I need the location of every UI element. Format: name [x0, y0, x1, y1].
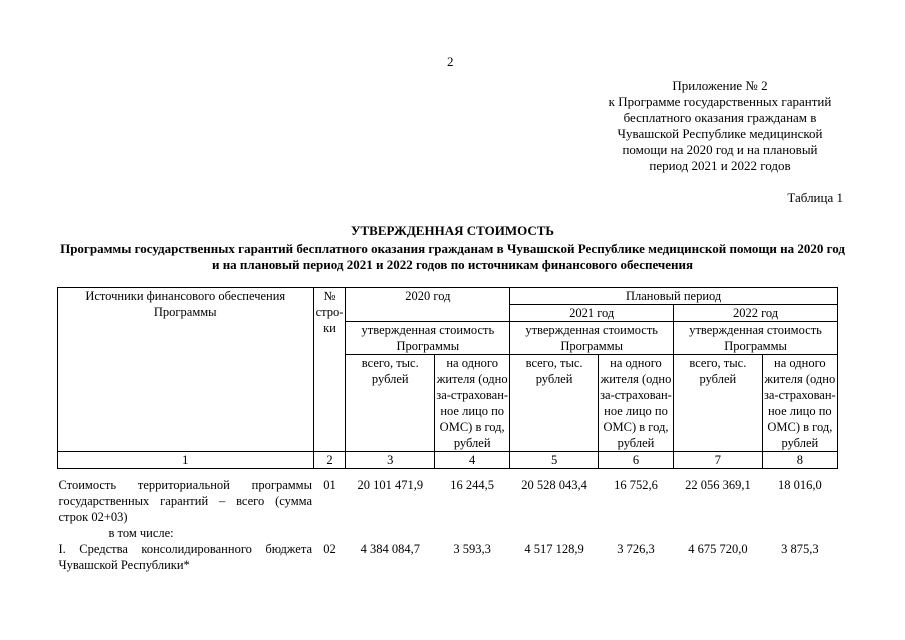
- header-per-resident: на одного жителя (одно за-страхован-ное лицо по ОМС) в год, рублей: [763, 356, 836, 450]
- document-title: [60, 223, 845, 273]
- row-name: [58, 541, 314, 573]
- column-number: 4: [435, 452, 510, 469]
- header-approved-cost: утвержденная стоимость Программы: [510, 322, 674, 355]
- column-number: 3: [346, 452, 435, 469]
- header-total: всего, тыс. рублей: [674, 355, 763, 452]
- header-year-2022: 2022 год: [674, 305, 838, 322]
- cell-value: 16 752,6: [614, 478, 658, 492]
- header-approved-cost: утвержденная стоимость Программы: [674, 322, 838, 355]
- header-source: Источники финансового обеспечения Программы: [58, 288, 314, 452]
- cell-value: 4 517 128,9: [524, 542, 584, 556]
- cell-value: 18 016,0: [777, 478, 822, 492]
- title-subtitle: Программы государственных гарантий бесплатного оказания гражданам в Чувашской Республике медицинской помощи на 2020 год и на плановый период 2021 и 2022 годов по источникам финансового обеспечения: [60, 241, 845, 272]
- table-row: [58, 477, 838, 541]
- header-per-resident: на одного жителя (одно за-страхован-ное лицо по ОМС) в год, рублей: [600, 356, 672, 450]
- title-main: УТВЕРЖДЕННАЯ СТОИМОСТЬ: [350, 223, 555, 238]
- header-year-2021: 2021 год: [510, 305, 674, 322]
- column-number: 6: [598, 452, 673, 469]
- header-planned-period: Плановый период: [510, 288, 838, 305]
- cell-value: 20 528 043,4: [521, 478, 587, 492]
- header-per-resident: на одного жителя (одно за-страхован-ное лицо по ОМС) в год, рублей: [436, 356, 509, 450]
- appendix-line: помощи на 2020 год и на плановый: [622, 142, 818, 157]
- appendix-line: Чувашской Республике медицинской: [617, 126, 823, 141]
- column-number: 8: [762, 452, 837, 469]
- cost-table: [57, 287, 838, 573]
- cell-value: 3 593,3: [453, 542, 491, 556]
- column-number: 7: [674, 452, 763, 469]
- row-name-text: Стоимость территориальной программы государственных гарантий – всего (сумма строк 02+03): [58, 478, 312, 524]
- header-row-number: № стро-ки: [313, 288, 346, 452]
- row-name: [58, 477, 314, 541]
- row-note: в том числе:: [108, 526, 174, 540]
- column-number: 1: [58, 452, 314, 469]
- header-total: всего, тыс. рублей: [346, 355, 435, 452]
- row-code: 01: [323, 478, 336, 492]
- appendix-reference: [585, 78, 855, 174]
- table-label: Таблица 1: [787, 190, 843, 205]
- row-name-text: I. Средства консолидированного бюджета Чувашской Республики*: [58, 542, 312, 572]
- cell-value: 4 384 084,7: [360, 542, 420, 556]
- appendix-line: бесплатного оказания гражданам в: [623, 110, 817, 125]
- cell-value: 20 101 471,9: [357, 478, 424, 492]
- cell-value: 16 244,5: [450, 478, 495, 492]
- appendix-line: период 2021 и 2022 годов: [649, 158, 791, 173]
- header-approved-cost: утвержденная стоимость Программы: [346, 322, 510, 355]
- row-code: 02: [323, 542, 336, 556]
- column-number: 5: [510, 452, 599, 469]
- page-number: 2: [447, 54, 454, 69]
- cell-value: 4 675 720,0: [688, 542, 748, 556]
- header-total: всего, тыс. рублей: [510, 355, 599, 452]
- column-number: 2: [313, 452, 346, 469]
- appendix-line: Приложение № 2: [672, 78, 768, 93]
- cell-value: 22 056 369,1: [685, 478, 751, 492]
- appendix-line: к Программе государственных гарантий: [608, 94, 832, 109]
- cell-value: 3 726,3: [617, 542, 655, 556]
- table-row: [58, 541, 838, 573]
- cell-value: 3 875,3: [781, 542, 819, 556]
- header-year-2020: 2020 год: [346, 288, 510, 322]
